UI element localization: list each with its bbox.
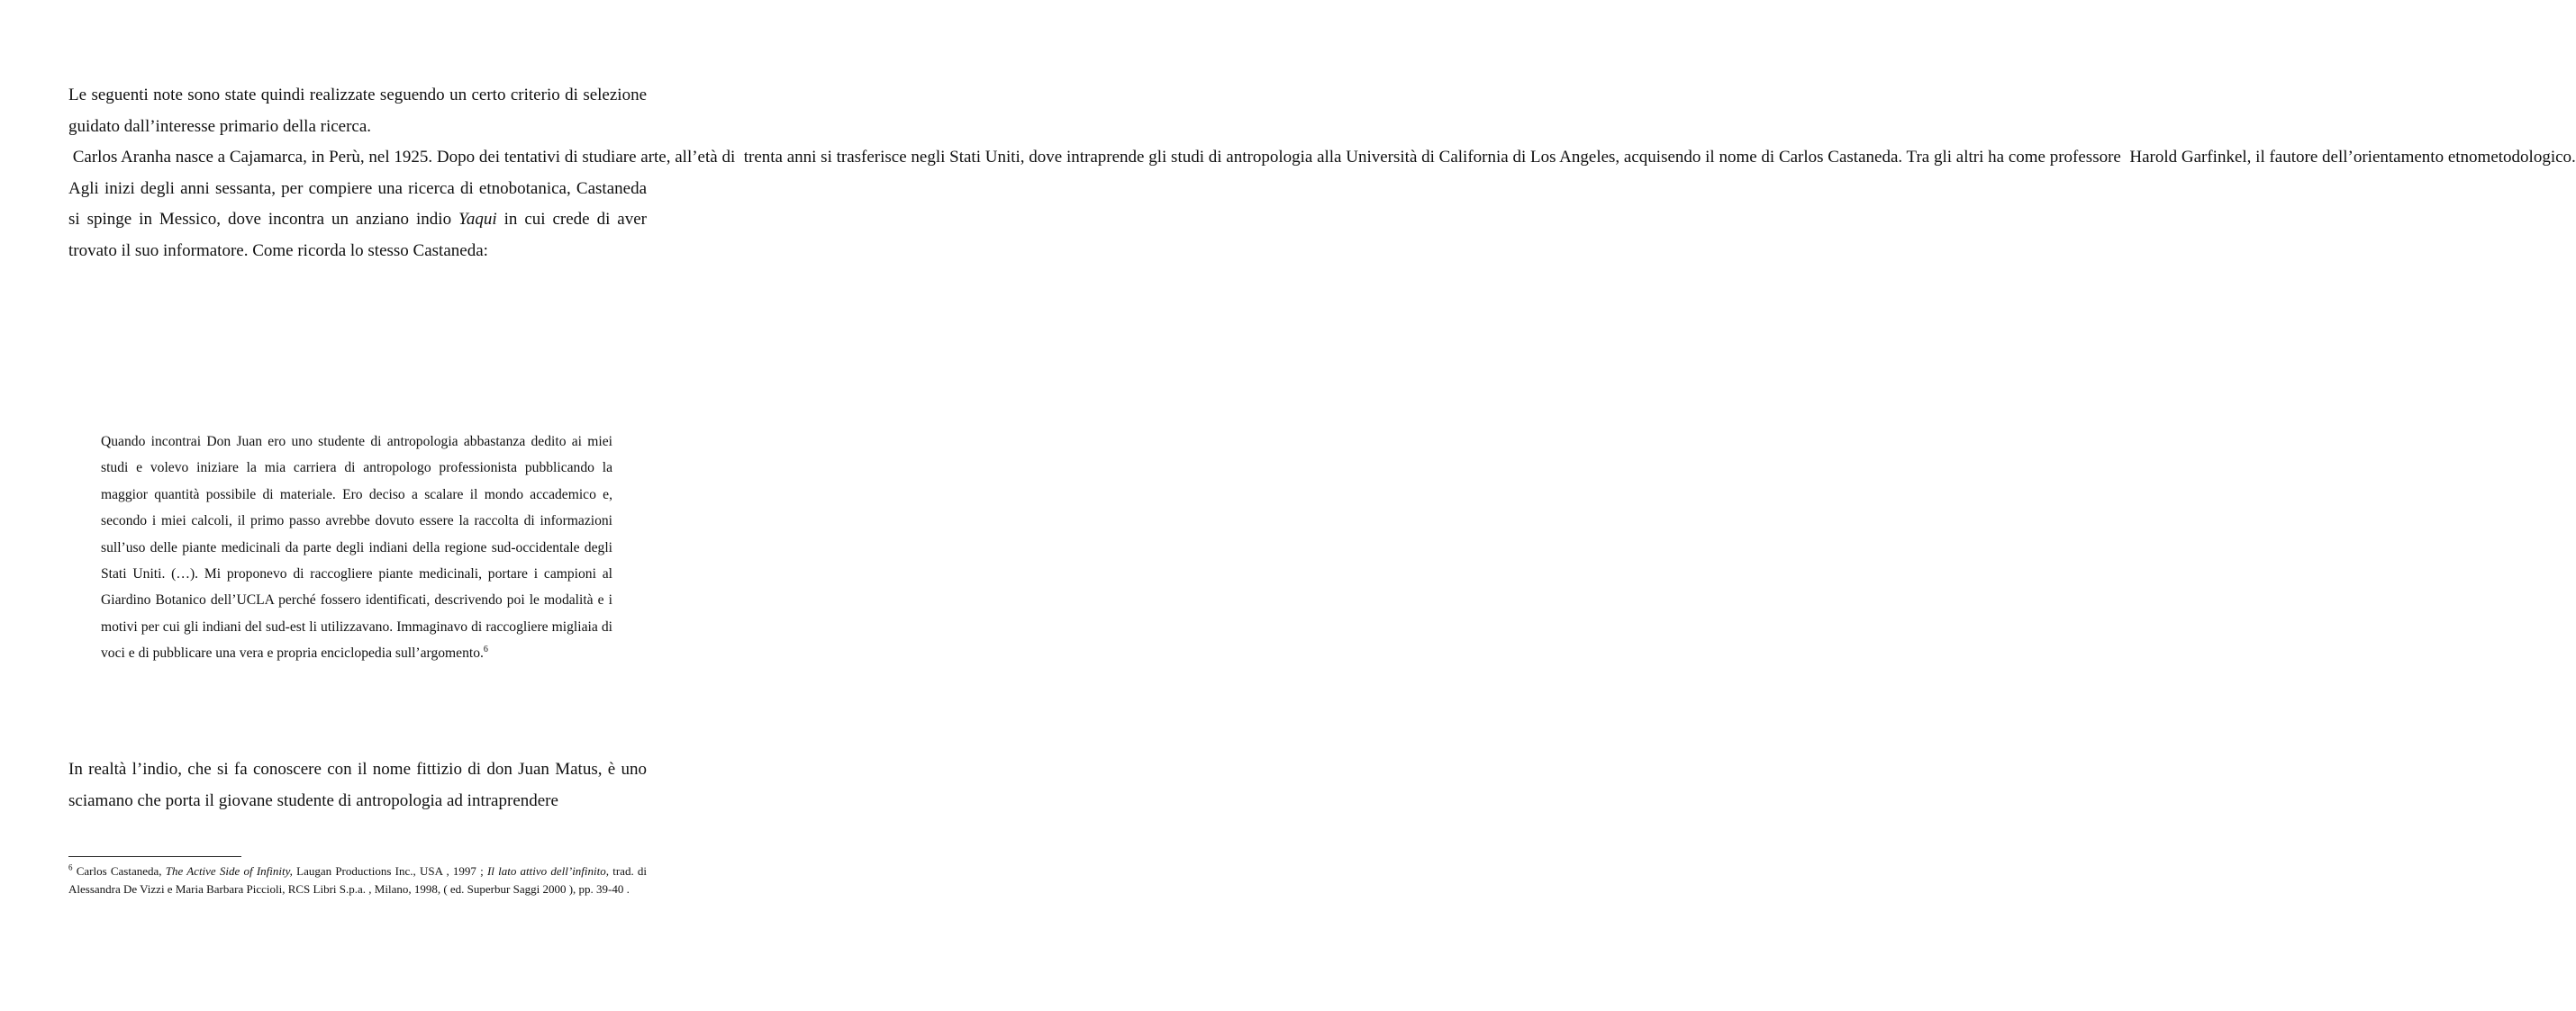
block-quote	[101, 429, 612, 667]
footnote-title-it: Il lato attivo dell’infinito,	[486, 864, 610, 878]
footnote-separator	[68, 856, 241, 857]
paragraph-2-text: In realtà l’indio, che si fa conoscere con il nome fittizio di don Juan Matus, è uno sciamano che porta il giovane studente di antropologia ad intraprendere	[68, 760, 647, 810]
body-paragraph-2	[68, 754, 647, 817]
intro-sentence: Le seguenti note sono state quindi realizzate seguendo un certo criterio di selezione guidato dall’interesse primario della ricerca.	[68, 86, 647, 136]
quote-text: Quando incontrai Don Juan ero uno studente di antropologia abbastanza dedito ai miei studi e volevo iniziare la mia carriera di antropologo professionista pubblicando la maggior quantità possibile di materiale. Ero deciso a scalare il mondo accademico e, secondo i miei calcoli, il primo passo avrebbe dovuto essere la raccolta di informazioni sull’uso delle piante medicinali da parte degli indiani della regione sud-occidentale degli Stati Uniti. (…). Mi proponevo di raccogliere piante medicinali, portare i campioni al Giardino Botanico dell’UCLA perché fossero identificati, descrivendo poi le modalità e i motivi per cui gli indiani del sud-est li utilizzavano. Immaginavo di raccogliere migliaia di voci e di pubblicare una vera e propria enciclopedia sull’argomento.	[101, 434, 612, 662]
footnote-author: Carlos Castaneda,	[72, 864, 166, 878]
footnote-details: trad. di Alessandra De Vizzi e Maria Barbara Piccioli, RCS Libri S.p.a. , Milano, 1998, ( ed. Superbur Saggi 2000 ), pp. 39-40 .	[68, 864, 648, 896]
footnote-reference[interactable]: 6	[483, 645, 488, 655]
mexico-sentence-end: in cui crede di aver trovato il suo informatore. Come ricorda lo stesso Castaneda:	[68, 210, 647, 260]
yaqui-term: Yaqui	[458, 210, 497, 230]
body-paragraph-1	[68, 80, 2576, 267]
biography-sentences: Carlos Aranha nasce a Cajamarca, in Perù, nel 1925. Dopo dei tentativi di studiare arte, all’età di trenta anni si trasferisce negli Stati Uniti, dove intraprende gli studi di antropologia alla Università di California di Los Angeles, acquisendo il nome di Carlos Castaneda. Tra gli altri ha come professore Harold Garfinkel, il fautore dell’orientamento etnometodologico.	[68, 148, 2576, 167]
footnote-publisher: Laugan Productions Inc., USA , 1997 ;	[292, 864, 487, 878]
footnote	[68, 862, 647, 898]
footnote-number: 6	[68, 862, 73, 872]
footnote-title-en: The Active Side of Infinity,	[165, 864, 293, 878]
mexico-sentence-start: Agli inizi degli anni sessanta, per compiere una ricerca di etnobotanica, Castaneda si spinge in Messico, dove incontra un anziano indio	[68, 178, 647, 230]
